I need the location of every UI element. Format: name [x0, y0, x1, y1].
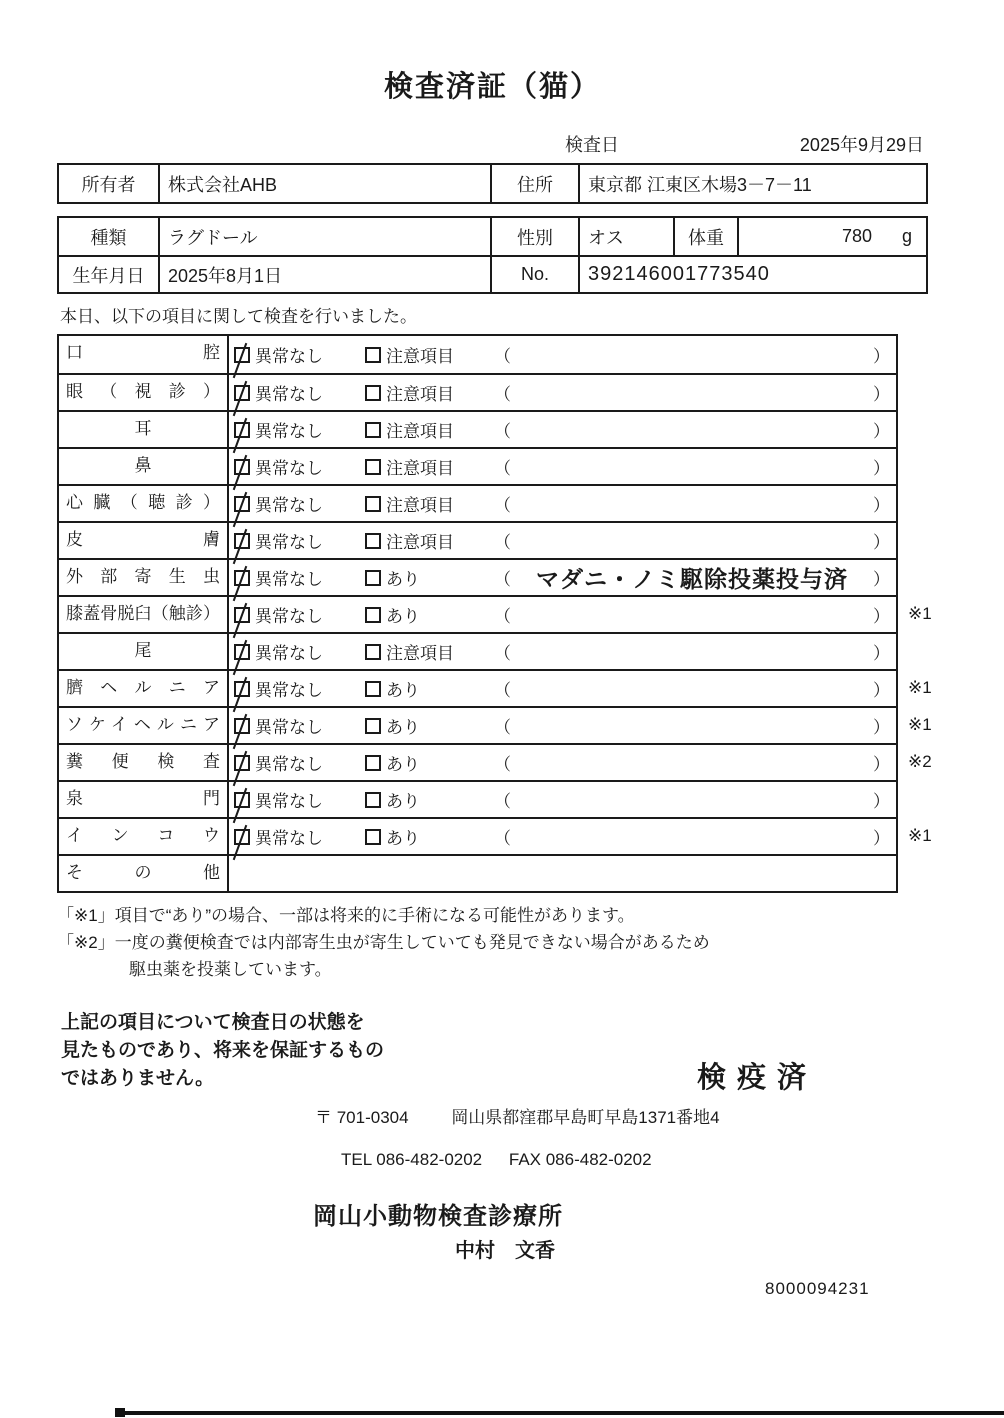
paren-close: ）	[873, 570, 890, 589]
exam-row-content	[229, 449, 896, 484]
exam-item-label: 外部寄生虫	[59, 560, 229, 595]
paren-open: （	[494, 681, 511, 700]
footnote-2-continued: 駆虫薬を投薬しています。	[129, 960, 332, 979]
exam-row-content	[229, 375, 896, 410]
exam-item-label: 口腔	[59, 336, 229, 373]
checkbox-no-abnormality[interactable]	[234, 422, 250, 438]
checkbox-attention[interactable]	[365, 347, 381, 363]
paren-open: （	[494, 792, 511, 811]
address-label: 住所	[492, 165, 580, 202]
no-label: No.	[492, 257, 580, 292]
checkbox-no-abnormality[interactable]	[234, 829, 250, 845]
exam-row	[59, 410, 896, 447]
disclaimer-line-3: ではありません。	[61, 1068, 215, 1089]
paren-open: （	[494, 459, 511, 478]
exam-row-content	[229, 560, 896, 595]
exam-row-content	[229, 745, 896, 780]
exam-item-label: 糞便検査	[59, 745, 229, 780]
checkbox-attention-label: 注意項目	[386, 644, 454, 663]
checkbox-attention-label: あり	[386, 829, 420, 848]
clinic-address: 岡山県都窪郡早島町早島1371番地4	[451, 1108, 720, 1127]
birth-value: 2025年8月1日	[160, 257, 492, 292]
paren-open: （	[494, 644, 511, 663]
no-value: 392146001773540	[588, 263, 770, 285]
exam-item-label: 眼（視診）	[59, 375, 229, 410]
breed-value: ラグドール	[160, 218, 492, 255]
row-note-mark: ※2	[908, 752, 932, 771]
birth-row	[59, 255, 926, 292]
checkbox-no-abnormality[interactable]	[234, 385, 250, 401]
checkbox-attention[interactable]	[365, 459, 381, 475]
scan-artifact-line	[115, 1411, 1004, 1415]
exam-row-content	[229, 819, 896, 854]
exam-row	[59, 558, 896, 595]
checkbox-no-abnormality-label: 異常なし	[255, 755, 323, 774]
exam-row-content	[229, 671, 896, 706]
exam-row-content	[229, 523, 896, 558]
checkbox-no-abnormality[interactable]	[234, 459, 250, 475]
exam-row	[59, 521, 896, 558]
owner-value: 株式会社AHB	[160, 165, 492, 202]
paren-close: ）	[873, 496, 890, 515]
checkbox-no-abnormality-label: 異常なし	[255, 792, 323, 811]
footnote-2: 「※2」一度の糞便検査では内部寄生虫が寄生していても発見できない場合があるため	[57, 933, 710, 952]
paren-close: ）	[873, 459, 890, 478]
paren-close: ）	[873, 792, 890, 811]
checkbox-attention[interactable]	[365, 496, 381, 512]
paren-close: ）	[873, 681, 890, 700]
paren-open: （	[494, 533, 511, 552]
disclaimer-line-1: 上記の項目について検査日の状態を	[61, 1012, 365, 1033]
paren-open: （	[494, 755, 511, 774]
paren-open: （	[494, 718, 511, 737]
checkbox-no-abnormality-label: 異常なし	[255, 533, 323, 552]
exam-item-label: 心臓（聴診）	[59, 486, 229, 521]
exam-table	[57, 334, 932, 893]
exam-item-label: 泉門	[59, 782, 229, 817]
paren-close: ）	[873, 385, 890, 404]
checkbox-no-abnormality[interactable]	[234, 792, 250, 808]
checkbox-no-abnormality[interactable]	[234, 347, 250, 363]
breed-row	[59, 218, 926, 255]
exam-row	[59, 854, 896, 891]
pet-info-table	[57, 216, 928, 294]
checkbox-attention[interactable]	[365, 422, 381, 438]
footnote-1: 「※1」項目で“あり”の場合、一部は将来的に手術になる可能性があります。	[57, 906, 635, 925]
checkbox-attention-label: あり	[386, 681, 420, 700]
disclaimer-line-2: 見たものであり、将来を保証するもの	[61, 1040, 385, 1061]
checkbox-no-abnormality-label: 異常なし	[255, 459, 323, 478]
sex-value: オス	[580, 218, 675, 255]
checkbox-attention[interactable]	[365, 607, 381, 623]
paren-close: ）	[873, 829, 890, 848]
paren-close: ）	[873, 347, 890, 366]
paren-close: ）	[873, 644, 890, 663]
row-note-mark: ※1	[908, 826, 932, 845]
checkbox-attention[interactable]	[365, 755, 381, 771]
exam-row-content	[229, 782, 896, 817]
exam-item-label: その他	[59, 856, 229, 891]
checkbox-attention-label: 注意項目	[386, 422, 454, 441]
checkbox-no-abnormality[interactable]	[234, 570, 250, 586]
checkbox-no-abnormality-label: 異常なし	[255, 496, 323, 515]
paren-open: （	[494, 385, 511, 404]
paren-open: （	[494, 829, 511, 848]
checkbox-no-abnormality[interactable]	[234, 718, 250, 734]
checkbox-no-abnormality-label: 異常なし	[255, 607, 323, 626]
row-note-mark: ※1	[908, 715, 932, 734]
birth-label: 生年月日	[59, 257, 160, 292]
checkbox-no-abnormality-label: 異常なし	[255, 385, 323, 404]
exam-item-label: 鼻	[59, 449, 229, 484]
paren-open: （	[494, 347, 511, 366]
weight-cell	[739, 218, 926, 255]
paren-close: ）	[873, 607, 890, 626]
address-value: 東京都 江東区木場3－7－11	[588, 174, 812, 195]
footnotes	[57, 902, 1004, 983]
checkbox-no-abnormality-label: 異常なし	[255, 644, 323, 663]
breed-label: 種類	[59, 218, 160, 255]
exam-row	[59, 743, 932, 780]
checkbox-no-abnormality[interactable]	[234, 607, 250, 623]
checkbox-no-abnormality-label: 異常なし	[255, 829, 323, 848]
owner-info-row	[59, 165, 926, 202]
checkbox-attention-label: 注意項目	[386, 496, 454, 515]
checkbox-no-abnormality[interactable]	[234, 755, 250, 771]
intro-text: 本日、以下の項目に関して検査を行いました。	[60, 307, 417, 326]
document-title: 検査済証（猫）	[383, 71, 601, 103]
exam-row-content	[229, 412, 896, 447]
checkbox-attention[interactable]	[365, 644, 381, 660]
exam-row-content	[229, 336, 896, 373]
checkbox-attention[interactable]	[365, 681, 381, 697]
row-note-mark: ※1	[908, 604, 932, 623]
owner-label: 所有者	[59, 165, 160, 202]
exam-row-content	[229, 634, 896, 669]
paren-open: （	[494, 570, 511, 589]
paren-open: （	[494, 496, 511, 515]
weight-value: 780	[841, 226, 872, 246]
checkbox-attention[interactable]	[365, 829, 381, 845]
paren-close: ）	[873, 422, 890, 441]
checkbox-attention-label: あり	[386, 570, 420, 589]
exam-item-label: ソケイヘルニア	[59, 708, 229, 743]
checkbox-attention[interactable]	[365, 533, 381, 549]
exam-item-label: 膝蓋骨脱臼（触診）	[59, 597, 229, 632]
owner-info-table	[57, 163, 928, 204]
document-code: 8000094231	[765, 1279, 870, 1298]
checkbox-no-abnormality[interactable]	[234, 533, 250, 549]
checkbox-attention-label: あり	[386, 755, 420, 774]
checkbox-attention[interactable]	[365, 570, 381, 586]
checkbox-no-abnormality[interactable]	[234, 681, 250, 697]
checkbox-attention-label: 注意項目	[386, 347, 454, 366]
checkbox-attention[interactable]	[365, 792, 381, 808]
paren-open: （	[494, 607, 511, 626]
exam-item-label: 臍ヘルニア	[59, 671, 229, 706]
exam-item-label: インコウ	[59, 819, 229, 854]
exam-row-content	[229, 708, 896, 743]
exam-row-content	[229, 856, 896, 891]
paren-close: ）	[873, 533, 890, 552]
sex-label: 性別	[492, 218, 580, 255]
checkbox-attention[interactable]	[365, 385, 381, 401]
exam-row	[59, 373, 896, 410]
disclaimer-text	[61, 1009, 1004, 1093]
disclaimer-section	[57, 1009, 1004, 1103]
exam-row	[59, 595, 932, 632]
weight-unit: g	[901, 226, 912, 246]
exam-row	[59, 706, 932, 743]
checkbox-attention-label: あり	[386, 792, 420, 811]
exam-row	[59, 632, 896, 669]
checkbox-attention-label: 注意項目	[386, 533, 454, 552]
postal-code: 〒 701-0304	[315, 1108, 409, 1127]
exam-row-content	[229, 597, 896, 632]
exam-row	[59, 669, 932, 706]
clinic-address-row	[315, 1103, 1004, 1128]
paren-content: マダニ・ノミ駆除投薬投与済	[536, 566, 848, 592]
paren-close: ）	[873, 755, 890, 774]
checkbox-no-abnormality-label: 異常なし	[255, 422, 323, 441]
exam-row	[59, 484, 896, 521]
checkbox-no-abnormality[interactable]	[234, 644, 250, 660]
exam-row	[59, 780, 896, 817]
checkbox-no-abnormality-label: 異常なし	[255, 347, 323, 366]
checkbox-attention-label: 注意項目	[386, 385, 454, 404]
checkbox-no-abnormality-label: 異常なし	[255, 681, 323, 700]
checkbox-no-abnormality[interactable]	[234, 496, 250, 512]
exam-item-label: 皮膚	[59, 523, 229, 558]
checkbox-no-abnormality-label: 異常なし	[255, 570, 323, 589]
exam-row	[59, 336, 896, 373]
checkbox-attention-label: 注意項目	[386, 459, 454, 478]
checkbox-attention[interactable]	[365, 718, 381, 734]
checkbox-no-abnormality-label: 異常なし	[255, 718, 323, 737]
inspection-date-label: 検査日	[565, 135, 619, 155]
veterinarian-name: 中村 文香	[455, 1240, 555, 1262]
exam-row-content	[229, 486, 896, 521]
exam-item-label: 耳	[59, 412, 229, 447]
exam-item-label: 尾	[59, 634, 229, 669]
exam-row	[59, 817, 932, 854]
paren-close: ）	[873, 718, 890, 737]
checkbox-attention-label: あり	[386, 607, 420, 626]
weight-label: 体重	[675, 218, 739, 255]
scan-artifact-blob	[115, 1408, 125, 1417]
inspection-date-value: 2025年9月29日	[799, 135, 924, 155]
paren-open: （	[494, 422, 511, 441]
quarantine-passed-stamp: 検疫済	[697, 1062, 818, 1094]
row-note-mark: ※1	[908, 678, 932, 697]
exam-row	[59, 447, 896, 484]
clinic-contact-row	[341, 1150, 1004, 1170]
clinic-name: 岡山小動物検査診療所	[313, 1203, 563, 1230]
checkbox-attention-label: あり	[386, 718, 420, 737]
clinic-fax: FAX 086-482-0202	[508, 1150, 652, 1169]
inspection-date-row	[57, 129, 928, 157]
clinic-tel: TEL 086-482-0202	[341, 1150, 483, 1169]
